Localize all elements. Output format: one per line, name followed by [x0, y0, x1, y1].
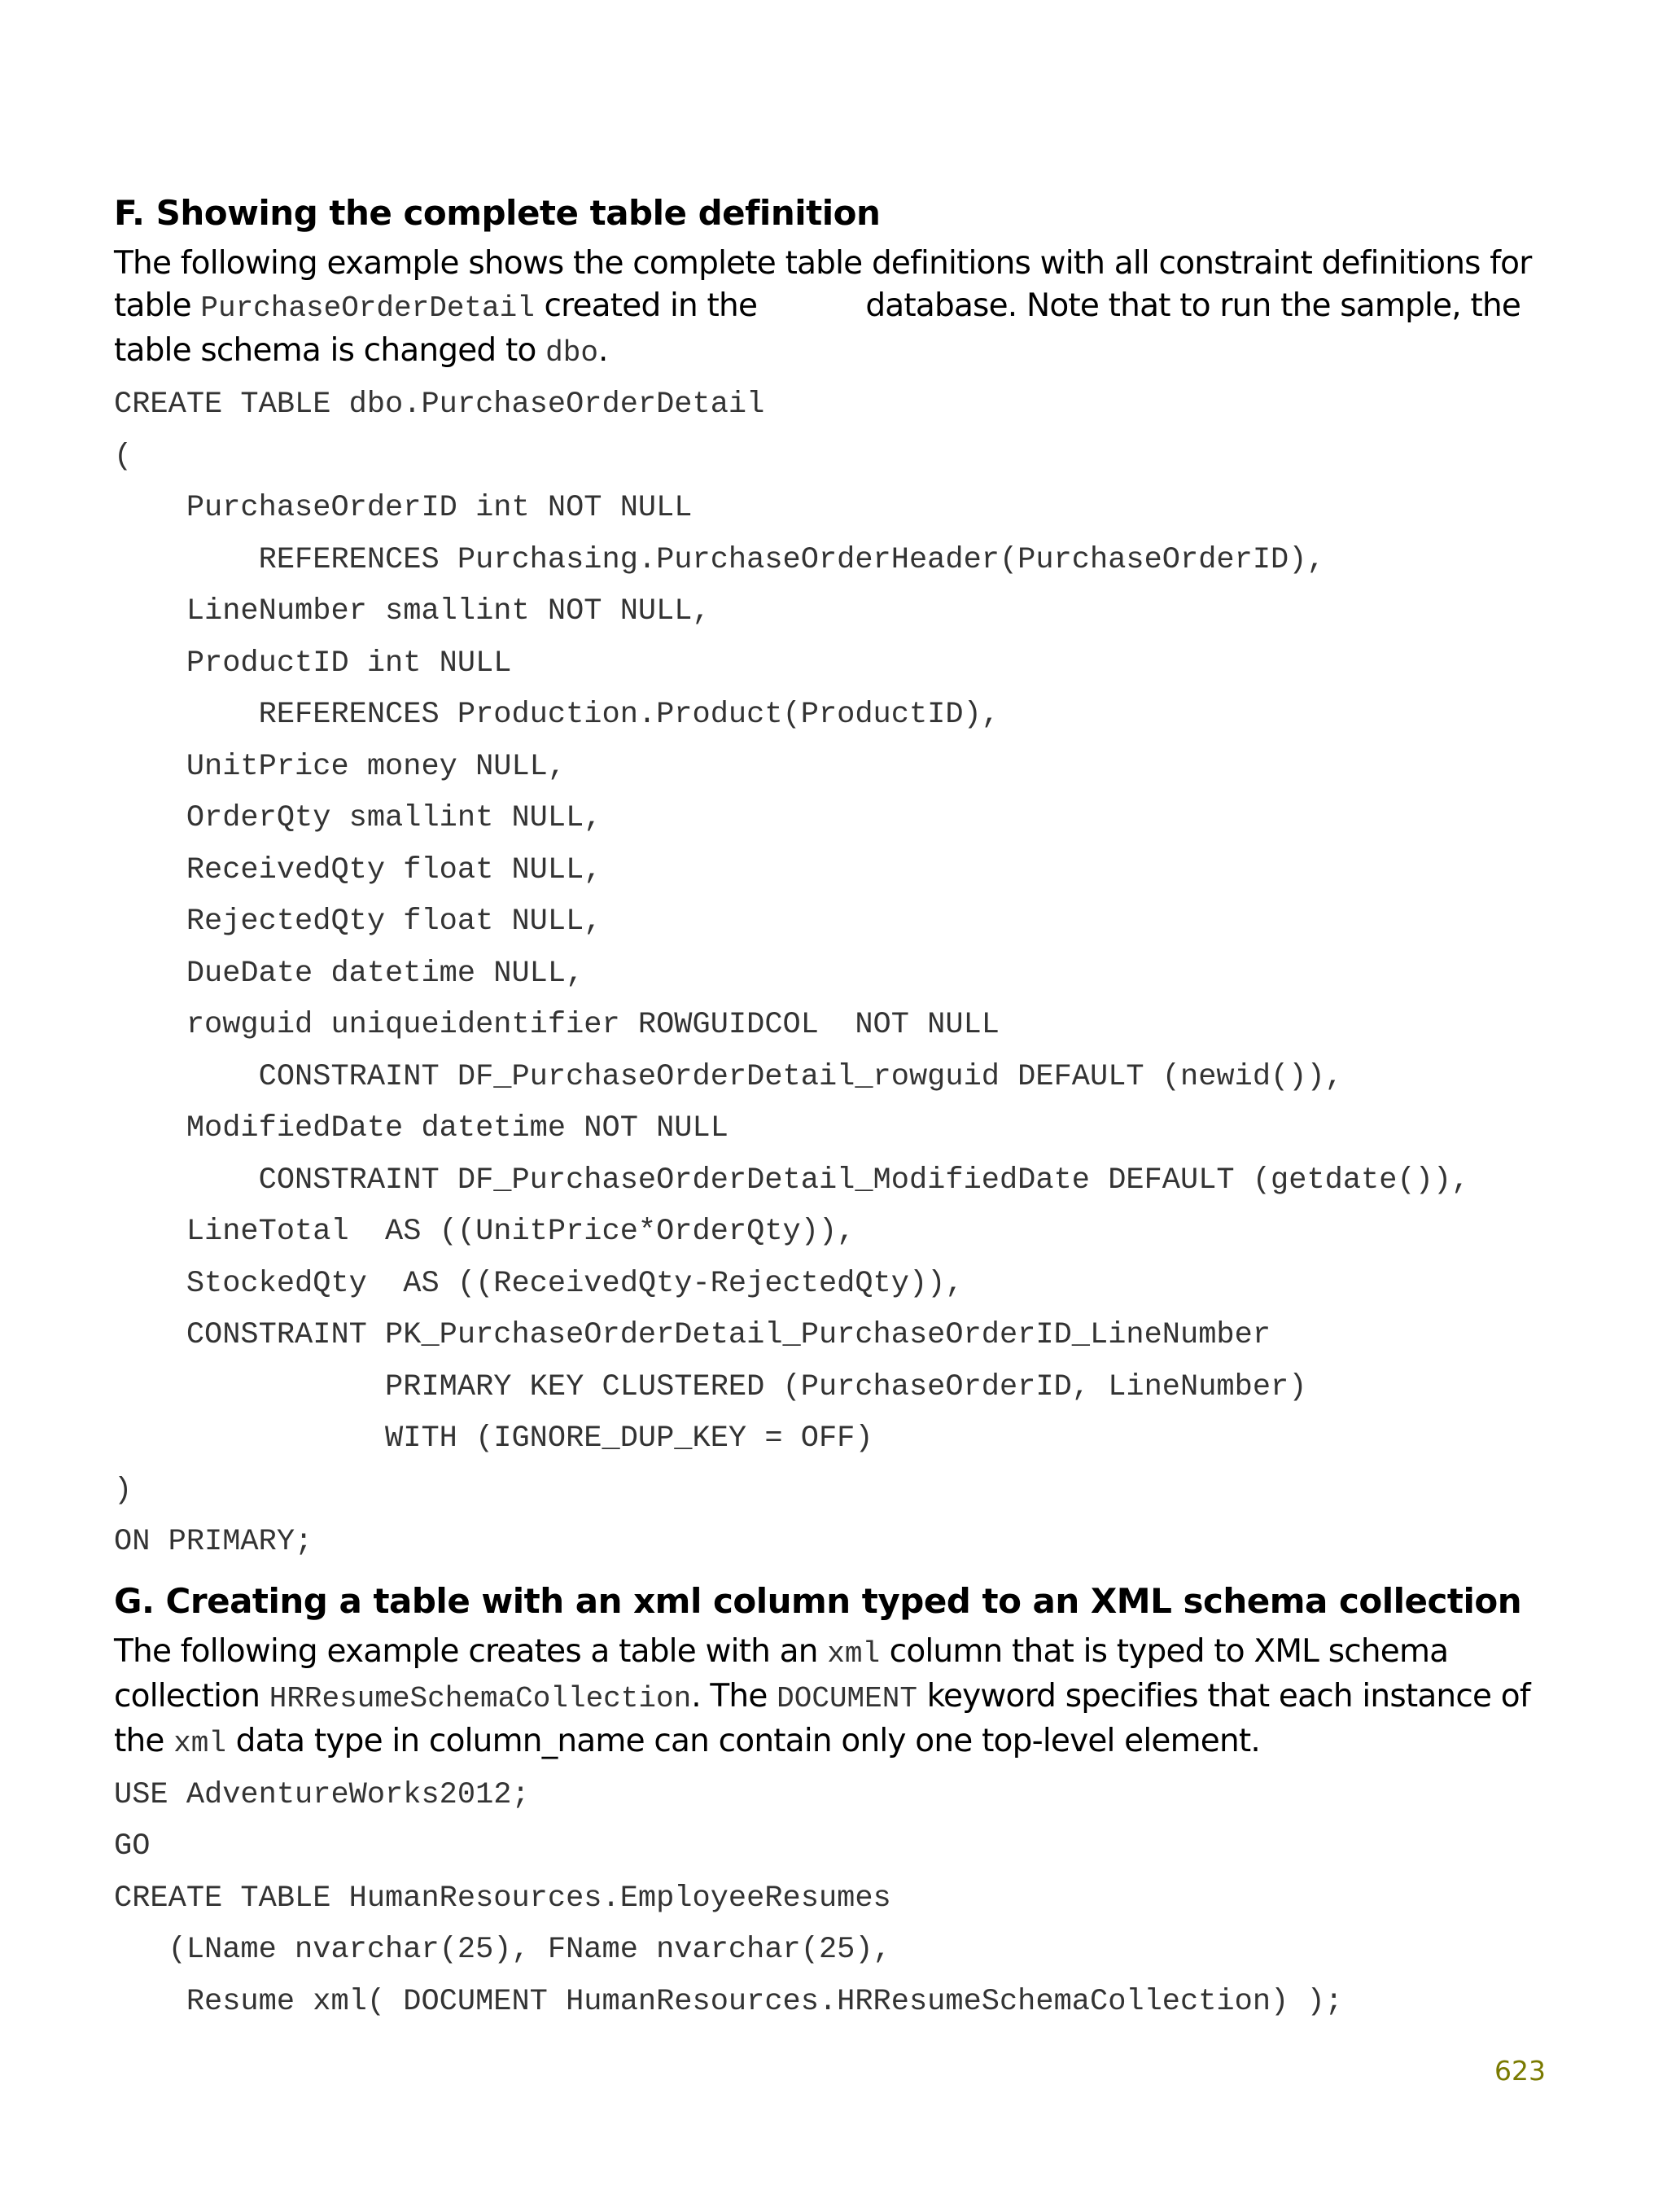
- code-line: UnitPrice money NULL,: [114, 749, 567, 784]
- code-line: USE AdventureWorks2012;: [114, 1777, 530, 1812]
- code-line: LineNumber smallint NOT NULL,: [114, 594, 711, 629]
- text-run: . The: [691, 1677, 777, 1715]
- code-line: CONSTRAINT PK_PurchaseOrderDetail_PurchaseOrderID_LineNumber: [114, 1318, 1271, 1352]
- code-line: WITH (IGNORE_DUP_KEY = OFF): [114, 1421, 873, 1456]
- code-line: REFERENCES Purchasing.PurchaseOrderHeader(PurchaseOrderID),: [114, 542, 1325, 577]
- code-line: PRIMARY KEY CLUSTERED (PurchaseOrderID, LineNumber): [114, 1369, 1307, 1404]
- code-line: CREATE TABLE dbo.PurchaseOrderDetail: [114, 388, 765, 422]
- code-line: REFERENCES Production.Product(ProductID),: [114, 698, 1000, 732]
- code-line: ReceivedQty float NULL,: [114, 852, 602, 887]
- code-line: ON PRIMARY;: [114, 1525, 313, 1559]
- code-line: CONSTRAINT DF_PurchaseOrderDetail_ModifiedDate DEFAULT (getdate()),: [114, 1163, 1470, 1198]
- code-line: Resume xml( DOCUMENT HumanResources.HRResumeSchemaCollection) );: [114, 1984, 1343, 2019]
- text-run: column that is typed to XML schema collection: [114, 1632, 1449, 1715]
- text-run: keyword specifies that each instance of the: [114, 1677, 1530, 1759]
- code-line: ProductID int NULL: [114, 646, 512, 681]
- inline-code: DOCUMENT: [777, 1681, 917, 1715]
- code-line: ModifiedDate datetime NOT NULL: [114, 1111, 728, 1145]
- code-line: PurchaseOrderID int NOT NULL: [114, 491, 693, 525]
- code-line: OrderQty smallint NULL,: [114, 801, 602, 835]
- text-run: created in the: [534, 287, 767, 324]
- document-page: [114, 192, 1538, 2028]
- code-line: CONSTRAINT DF_PurchaseOrderDetail_rowguid DEFAULT (newid()),: [114, 1059, 1343, 1094]
- text-run: The following example shows the complete table definitions with all constraint definitions for table: [114, 245, 1532, 324]
- code-line: CREATE TABLE HumanResources.EmployeeResumes: [114, 1881, 891, 1916]
- inline-code: xml: [173, 1726, 227, 1760]
- code-line: LineTotal AS ((UnitPrice*OrderQty)),: [114, 1215, 855, 1249]
- inline-code: dbo: [545, 336, 598, 370]
- section-f-heading: F. Showing the complete table definition: [114, 193, 881, 233]
- inline-code: xml: [827, 1636, 881, 1671]
- section-g-heading: G. Creating a table with an xml column typed to an XML schema collection: [114, 1580, 1522, 1621]
- section-g-code-block: [114, 1770, 1538, 2029]
- code-line: GO: [114, 1829, 151, 1864]
- page-number: 623: [1494, 2055, 1546, 2087]
- code-line: ): [114, 1473, 133, 1508]
- code-line: DueDate datetime NULL,: [114, 956, 584, 991]
- section-f-code-block: [114, 379, 1538, 1569]
- text-run: database. Note that to run the sample, the table schema is changed to: [114, 287, 1521, 369]
- code-line: StockedQty AS ((ReceivedQty-RejectedQty)),: [114, 1266, 964, 1301]
- inline-code: PurchaseOrderDetail: [200, 291, 535, 325]
- inline-code: HRResumeSchemaCollection: [269, 1681, 692, 1715]
- text-run: The following example creates a table with an: [114, 1632, 828, 1670]
- section-g-paragraph: [114, 1631, 1538, 1765]
- text-run: .: [597, 332, 608, 369]
- code-line: RejectedQty float NULL,: [114, 905, 602, 939]
- code-line: (: [114, 439, 133, 474]
- code-line: (LName nvarchar(25), FName nvarchar(25),: [114, 1933, 891, 1967]
- section-f-paragraph: [114, 243, 1538, 375]
- text-run: data type in column_name can contain only one top-level element.: [226, 1722, 1260, 1759]
- code-line: rowguid uniqueidentifier ROWGUIDCOL NOT NULL: [114, 1008, 1000, 1042]
